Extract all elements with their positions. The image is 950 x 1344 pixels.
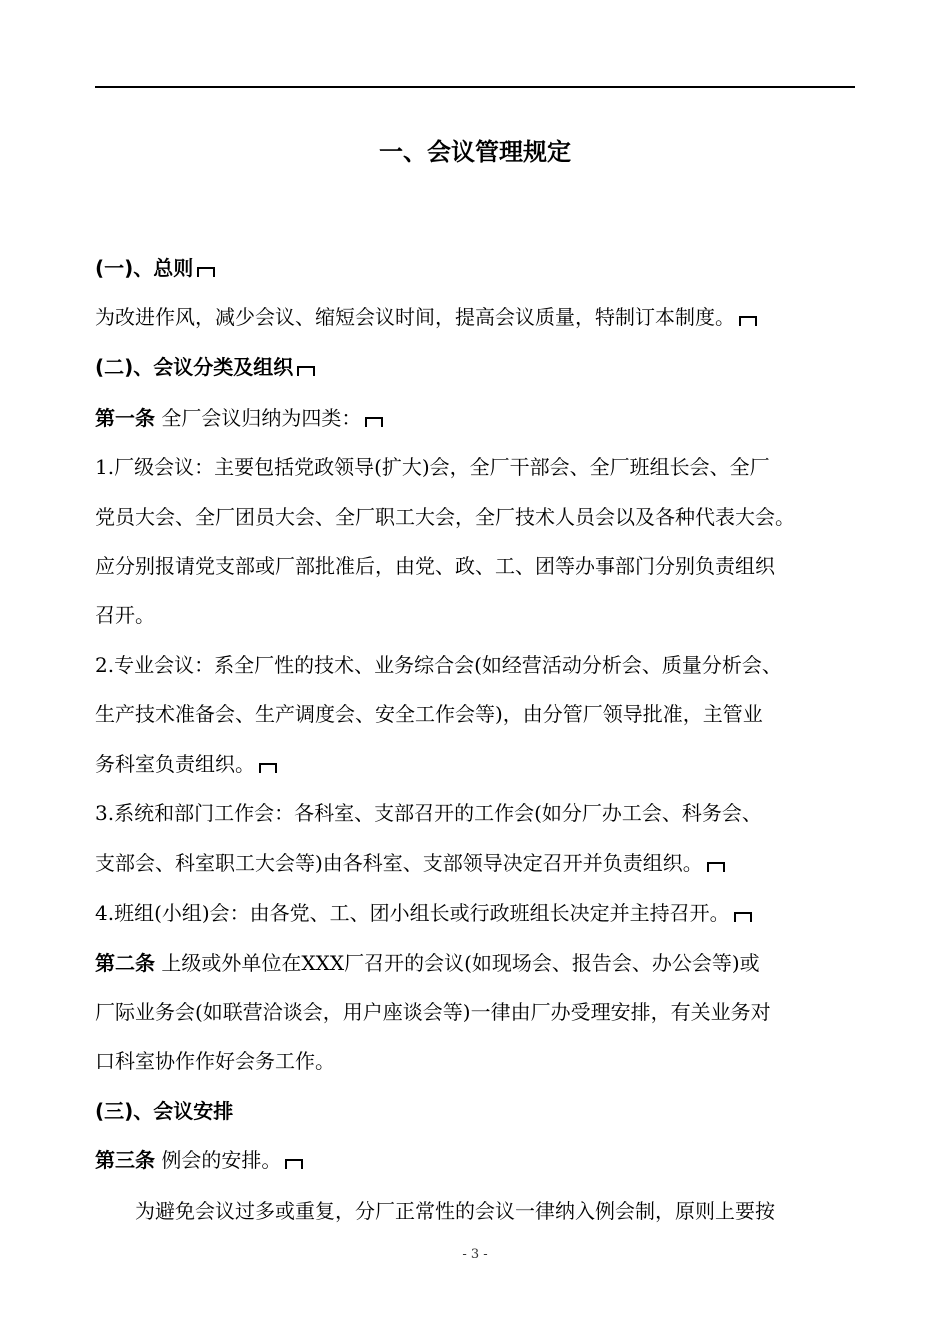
paragraph: 厂际业务会(如联营洽谈会，用户座谈会等)一律由厂办受理安排，有关业务对: [95, 1000, 771, 1024]
article-3: 第三条 例会的安排。: [95, 1145, 303, 1175]
section-heading-classification: (二)、会议分类及组织: [95, 352, 315, 382]
paragraph-mark-icon: [707, 862, 725, 872]
article-1: 第一条 全厂会议归纳为四类：: [95, 403, 383, 433]
list-item: 支部会、科室职工大会等)由各科室、支部领导决定召开并负责组织。: [95, 848, 725, 878]
list-item: 召开。: [95, 603, 155, 627]
list-item: 生产技术准备会、生产调度会、安全工作会等)，由分管厂领导批准，主管业: [95, 702, 763, 726]
paragraph-mark-icon: [259, 763, 277, 773]
paragraph: 为改进作风，减少会议、缩短会议时间，提高会议质量，特制订本制度。: [95, 302, 757, 332]
paragraph-mark-icon: [734, 912, 752, 922]
article-2: 第二条 上级或外单位在XXX厂召开的会议(如现场会、报告会、办公会等)或: [95, 951, 760, 975]
list-item: 应分别报请党支部或厂部批准后，由党、政、工、团等办事部门分别负责组织: [95, 554, 775, 578]
paragraph: 为避免会议过多或重复，分厂正常性的会议一律纳入例会制，原则上要按: [135, 1199, 775, 1223]
page-number: - 3 -: [462, 1247, 488, 1262]
article-label: 第三条: [95, 1148, 155, 1172]
paragraph-mark-icon: [739, 316, 757, 326]
article-label: 第一条: [95, 406, 155, 430]
paragraph-mark-icon: [285, 1159, 303, 1169]
article-label: 第二条: [95, 951, 155, 975]
paragraph-mark-icon: [365, 417, 383, 427]
list-item: 务科室负责组织。: [95, 749, 277, 779]
header-rule: [95, 86, 855, 88]
paragraph: 口科室协作作好会务工作。: [95, 1049, 335, 1073]
list-item: 党员大会、全厂团员大会、全厂职工大会，全厂技术人员会以及各种代表大会。: [95, 505, 795, 529]
section-heading-general: (一)、总则: [95, 253, 215, 283]
paragraph-mark-icon: [197, 267, 215, 277]
list-item: 2.专业会议：系全厂性的技术、业务综合会(如经营活动分析会、质量分析会、: [95, 653, 782, 677]
list-item: 4.班组(小组)会：由各党、工、团小组长或行政班组长决定并主持召开。: [95, 898, 752, 928]
section-heading-arrangement: (三)、会议安排: [95, 1099, 234, 1123]
list-item: 3.系统和部门工作会：各科室、支部召开的工作会(如分厂办工会、科务会、: [95, 801, 762, 825]
page-title: 一、会议管理规定: [379, 138, 571, 166]
paragraph-mark-icon: [297, 366, 315, 376]
list-item: 1.厂级会议：主要包括党政领导(扩大)会，全厂干部会、全厂班组长会、全厂: [95, 455, 770, 479]
